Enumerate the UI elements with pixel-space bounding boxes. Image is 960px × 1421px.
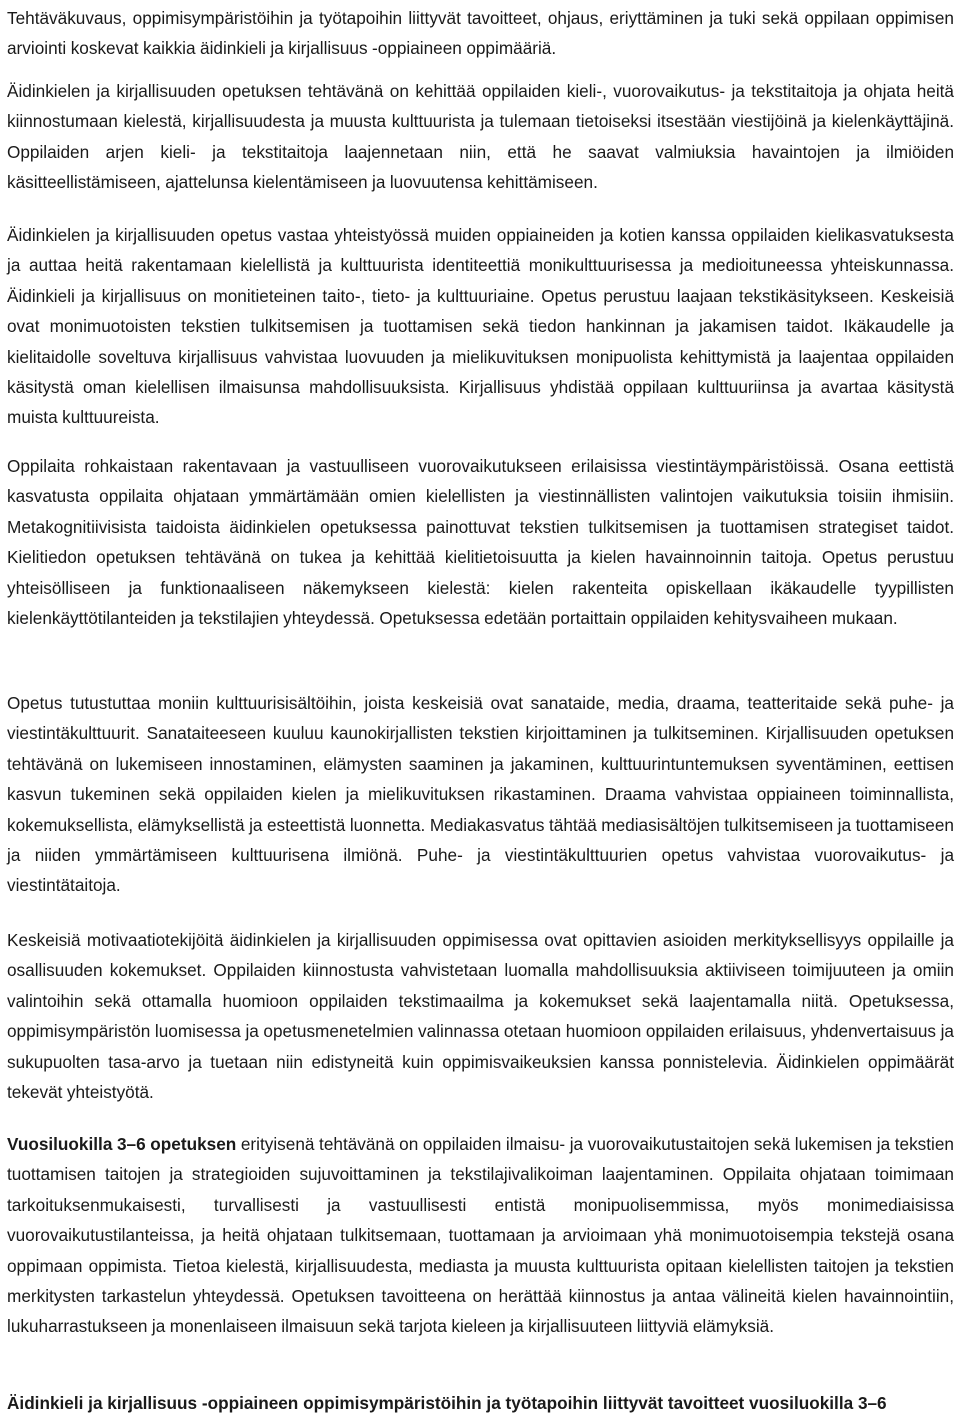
task-paragraph: Äidinkielen ja kirjallisuuden opetuksen tehtävänä on kehittää oppilaiden kieli-, vuorovaikutus- ja tekstitaitoja ja ohjata heitä kiinnostumaan kielestä, kirjallisuudesta ja muusta kulttuurista ja tulemaan tietoiseksi itsestään viestijöinä ja kielenkäyttäjinä. Oppilaiden arjen kieli- ja tekstitaitoja laajennetaan niin, että he saavat valmiuksia havaintojen ja ilmiöiden käsitteellistämiseen, ajattelunsa kielentämiseen ja luovuutensa kehittämiseen. xyxy=(7,81,954,193)
grades-body-text: erityisenä tehtävänä on oppilaiden ilmaisu- ja vuorovaikutustaitojen sekä lukemisen ja tekstien tuottamisen taitojen ja strategioiden sujuvoittaminen ja tekstilajivalikoiman laajentaminen. Oppilaita ohjataan toimimaan tarkoituksenmukaisesti, turvallisesti ja vastuullisesti entistä monipuolisemmissa, myös monimediaisissa vuorovaikutustilanteissa, ja heitä ohjataan tulkitsemaan, tuottamaan ja arvioimaan yhä monimuotoisempia tekstejä osana oppimaan oppimista. Tietoa kielestä, kirjallisuudesta, mediasta ja muusta kulttuurista opitaan kielellisten taitojen ja tekstien merkitysten tarkastelun yhteydessä. Opetuksen tavoitteena on herättää kiinnostus ja antaa välineitä kielen havainnointiin, lukuharrastukseen ja monenlaiseen ilmaisuun sekä tarjota kieleen ja kirjallisuuteen liittyviä elämyksiä. xyxy=(7,1134,954,1337)
grades-3-6-paragraph xyxy=(7,1129,954,1342)
grades-lead-text: Vuosiluokilla 3–6 opetuksen xyxy=(7,1134,237,1154)
intro-paragraph: Tehtäväkuvaus, oppimisympäristöihin ja työtapoihin liittyvät tavoitteet, ohjaus, eriyttäminen ja tuki sekä oppilaan oppimisen arviointi koskevat kaikkia äidinkieli ja kirjallisuus -oppiaineen oppimääriä. xyxy=(7,8,954,59)
culture-paragraph: Opetus tutustuttaa moniin kulttuurisisältöihin, joista keskeisiä ovat sanataide, media, draama, teatteritaide sekä puhe- ja viestintäkulttuurit. Sanataiteeseen kuuluu kaunokirjallisten tekstien kirjoittaminen ja tulkitseminen. Kirjallisuuden opetuksen tehtävänä on lukemiseen innostaminen, elämysten saaminen ja jakaminen, kulttuurintuntemuksen syventäminen, eettisen kasvun tukeminen sekä oppilaiden kielen ja mielikuvituksen rikastaminen. Draama vahvistaa oppiaineen toiminnallista, kokemuksellista, elämyksellistä ja esteettistä luonnetta. Mediakasvatus tähtää mediasisältöjen tulkitsemiseen ja tuottamiseen ja niiden ymmärtämiseen kulttuurisena ilmiönä. Puhe- ja viestintäkulttuurien opetus vahvistaa vuorovaikutus- ja viestintätaitoja. xyxy=(7,693,954,896)
language-education-paragraph: Äidinkielen ja kirjallisuuden opetus vastaa yhteistyössä muiden oppiaineiden ja kotien kanssa oppilaiden kielikasvatuksesta ja auttaa heitä rakentamaan kielellistä ja kulttuurista identiteettiä monikulttuurisessa ja medioituneessa yhteiskunnassa. Äidinkieli ja kirjallisuus on monitieteinen taito-, tieto- ja kulttuuriaine. Opetus perustuu laajaan tekstikäsitykseen. Keskeisiä ovat monimuotoisten tekstien tulkitsemisen ja tuottamisen sekä tiedon hankinnan ja jakamisen taidot. Ikäkaudelle ja kielitaidolle soveltuva kirjallisuus vahvistaa luovuuden ja mielikuvituksen monipuolista kehittymistä ja laajentaa oppilaiden käsitystä oman kielellisen ilmaisunsa mahdollisuuksista. Kirjallisuus yhdistää oppilaan kulttuuriinsa ja avartaa käsitystä muista kulttuureista. xyxy=(7,225,954,428)
section-heading: Äidinkieli ja kirjallisuus -oppiaineen oppimisympäristöihin ja työtapoihin liittyvät tavoitteet vuosiluokilla 3–6 xyxy=(7,1393,887,1413)
motivation-paragraph: Keskeisiä motivaatiotekijöitä äidinkielen ja kirjallisuuden oppimisessa ovat opittavien asioiden merkityksellisyys oppilaille ja osallisuuden kokemukset. Oppilaiden kiinnostusta vahvistetaan luomalla mahdollisuuksia aktiiviseen toimijuuteen ja omiin valintoihin sekä ottamalla huomioon oppilaiden tekstimaailma ja kokemukset sekä laajentamalla niitä. Opetuksessa, oppimisympäristön luomisessa ja opetusmenetelmien valinnassa otetaan huomioon oppilaiden erilaisuus, yhdenvertaisuus ja sukupuolten tasa-arvo ja tuetaan niin edistyneitä kuin oppimisvaikeuksien kanssa ponnistelevia. Äidinkielen oppimäärät tekevät yhteistyötä. xyxy=(7,930,954,1103)
interaction-paragraph: Oppilaita rohkaistaan rakentavaan ja vastuulliseen vuorovaikutukseen erilaisissa viestintäympäristöissä. Osana eettistä kasvatusta oppilaita ohjataan ymmärtämään omien kielellisten ja viestinnällisten valintojen vaikutuksia toisiin ihmisiin. Metakognitiivisista taidoista äidinkielen opetuksessa painottuvat tekstien tulkitsemisen ja tuottamisen strategiset taidot. Kielitiedon opetuksen tehtävänä on tukea ja kehittää kielitietoisuutta ja kielen havainnoinnin taitoja. Opetus perustuu yhteisölliseen ja funktionaaliseen näkemykseen kielestä: kielen rakenteita opiskellaan ikäkaudelle tyypillisten kielenkäyttötilanteiden ja tekstilajien yhteydessä. Opetuksessa edetään portaittain oppilaiden kehitysvaiheen mukaan. xyxy=(7,456,954,629)
